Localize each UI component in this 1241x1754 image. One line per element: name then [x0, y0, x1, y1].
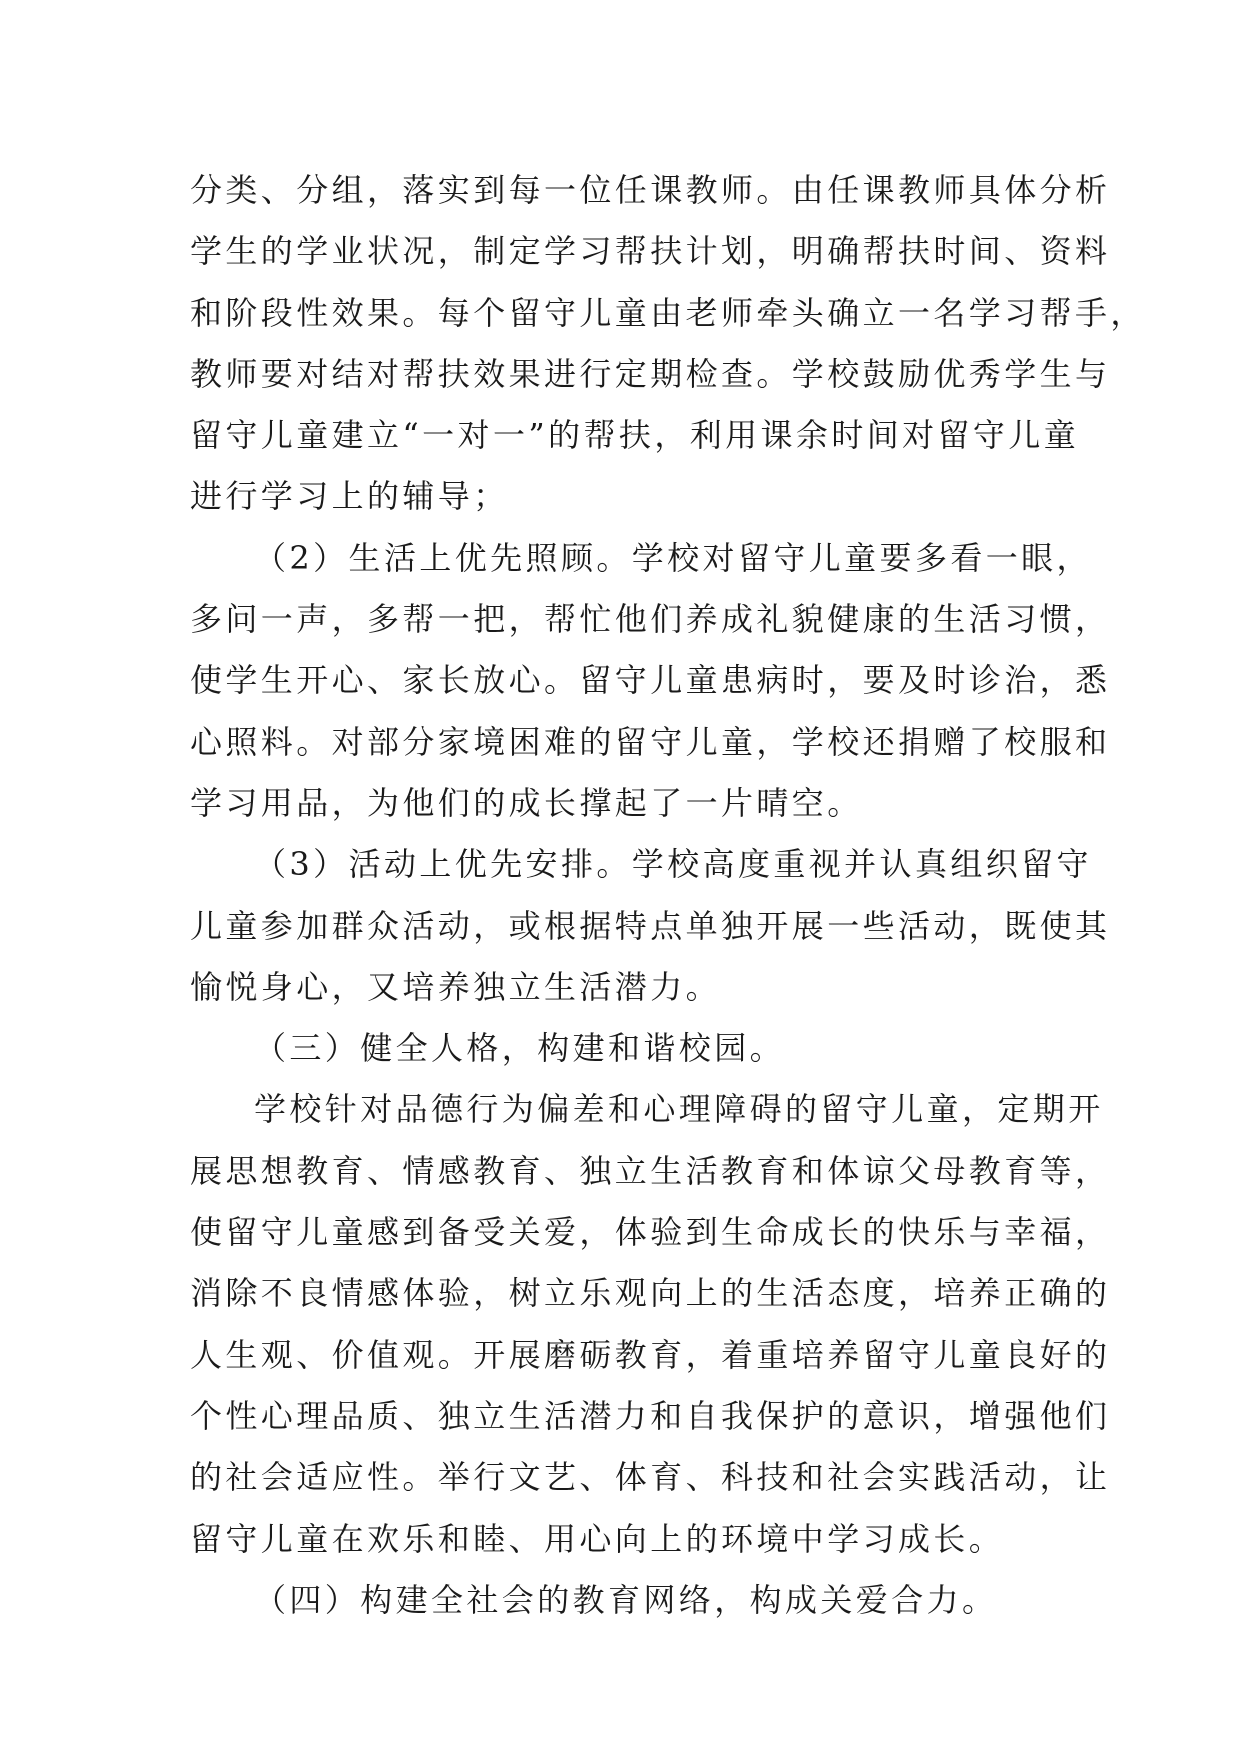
paragraph-2-heading: （2）生活上优先照顾。学校对留守儿童要多看一眼，: [254, 538, 1092, 577]
text-line-3: 和阶段性效果。每个留守儿童由老师牵头确立一名学习帮手，: [190, 293, 1146, 332]
text-line-13: 儿童参加群众活动，或根据特点单独开展一些活动，既使其: [190, 906, 1111, 945]
paragraph-3-heading: （3）活动上优先安排。学校高度重视并认真组织留守: [254, 845, 1092, 884]
section-4-heading: （四）构建全社会的教育网络，构成关爱合力。: [254, 1580, 998, 1619]
text-line-1: 分类、分组，落实到每一位任课教师。由任课教师具体分析: [190, 171, 1111, 209]
text-line-11: 学习用品，为他们的成长撑起了一片晴空。: [190, 783, 863, 822]
text-line-2: 学生的学业状况，制定学习帮扶计划，明确帮扶时间、资料: [190, 232, 1111, 271]
text-line-5: 留守儿童建立“一对一”的帮扶，利用课余时间对留守儿童: [190, 416, 1080, 455]
text-line-18: 使留守儿童感到备受关爱，体验到生命成长的快乐与幸福，: [190, 1213, 1111, 1252]
text-line-8: 多问一声，多帮一把，帮忙他们养成礼貌健康的生活习惯，: [190, 600, 1111, 639]
document-body: [190, 160, 1146, 1631]
text-line-20: 人生观、价值观。开展磨砺教育，着重培养留守儿童良好的: [190, 1335, 1111, 1374]
text-line-4: 教师要对结对帮扶效果进行定期检查。学校鼓励优秀学生与: [190, 354, 1111, 393]
text-line-17: 展思想教育、情感教育、独立生活教育和体谅父母教育等，: [190, 1151, 1111, 1190]
text-line-16: 学校针对品德行为偏差和心理障碍的留守儿童，定期开: [254, 1090, 1104, 1129]
text-line-19: 消除不良情感体验，树立乐观向上的生活态度，培养正确的: [190, 1274, 1111, 1313]
text-line-9: 使学生开心、家长放心。留守儿童患病时，要及时诊治，悉: [190, 661, 1111, 700]
text-line-14: 愉悦身心，又培养独立生活潜力。: [190, 967, 722, 1006]
section-3-heading: （三）健全人格，构建和谐校园。: [254, 1029, 786, 1068]
text-line-21: 个性心理品质、独立生活潜力和自我保护的意识，增强他们: [190, 1396, 1111, 1435]
text-line-22: 的社会适应性。举行文艺、体育、科技和社会实践活动，让: [190, 1458, 1111, 1497]
text-line-10: 心照料。对部分家境困难的留守儿童，学校还捐赠了校服和: [190, 722, 1111, 761]
text-line-6: 进行学习上的辅导；: [190, 477, 509, 516]
text-line-23: 留守儿童在欢乐和睦、用心向上的环境中学习成长。: [190, 1519, 1005, 1558]
